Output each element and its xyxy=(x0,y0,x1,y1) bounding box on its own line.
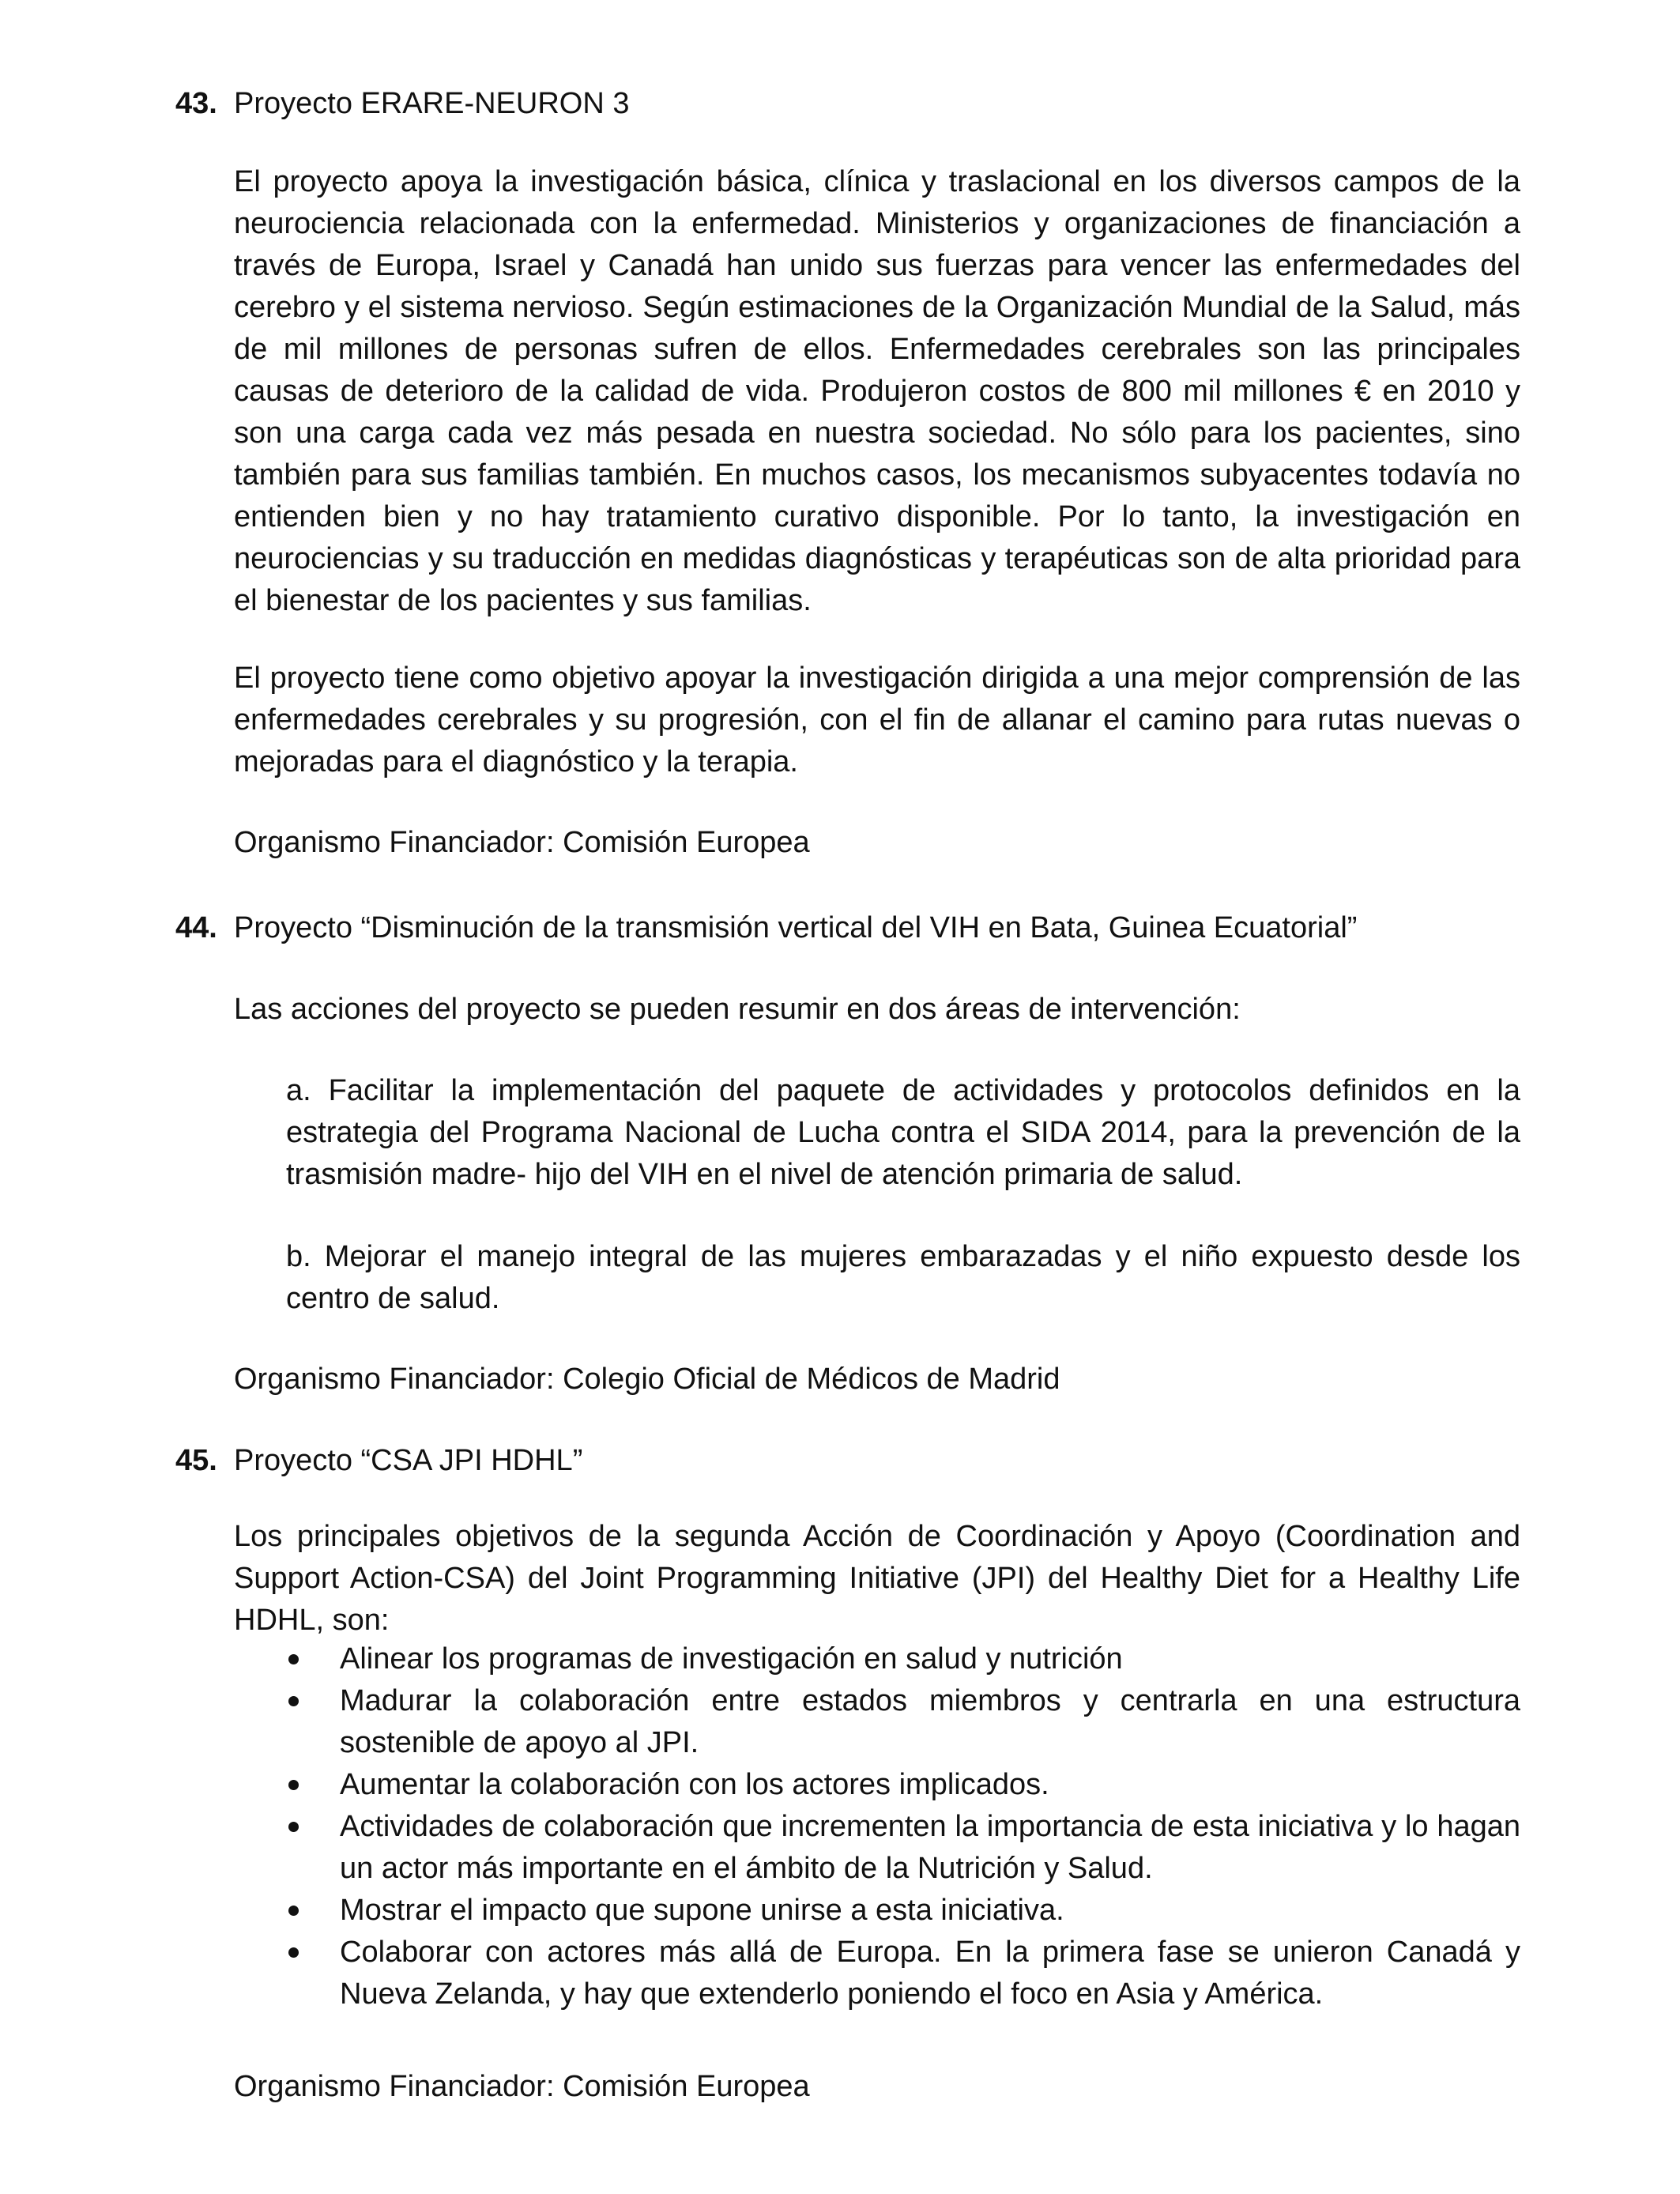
item-43-paragraph-1: El proyecto apoya la investigación básica, clínica y traslacional en los diversos campos de la neurociencia relacionada con la enfermedad. Ministerios y organizaciones de financiación a través de Europa, Israel y Canadá han unido sus fuerzas para vencer las enfermedades del cerebro y el sistema nervioso. Según estimaciones de la Organización Mundial de la Salud, más de mil millones de personas sufren de ellos. Enfermedades cerebrales son las principales causas de deterioro de la calidad de vida. Produjeron costos de 800 mil millones € en 2010 y son una carga cada vez más pesada en nuestra sociedad. No sólo para los pacientes, sino también para sus familias también. En muchos casos, los mecanismos subyacentes todavía no entienden bien y no hay tratamiento curativo disponible. Por lo tanto, la investigación en neurociencias y su traducción en medidas diagnósticas y terapéuticas son de alta prioridad para el bienestar de los pacientes y sus familias. xyxy=(234,165,1520,617)
item-44-funder: Organismo Financiador: Colegio Oficial de Médicos de Madrid xyxy=(234,1363,1060,1396)
bullet-icon xyxy=(288,1906,299,1916)
item-43-paragraph-2: El proyecto tiene como objetivo apoyar la investigación dirigida a una mejor comprensión de las enfermedades cerebrales y su progresión, con el fin de allanar el camino para rutas nuevas o mejoradas para el diagnóstico y la terapia. xyxy=(234,662,1520,778)
bullet-text: Mostrar el impacto que supone unirse a esta iniciativa. xyxy=(340,1894,1064,1927)
item-title-45: Proyecto “CSA JPI HDHL” xyxy=(234,1444,583,1477)
bullet-item xyxy=(286,1932,1520,2015)
bullet-item xyxy=(286,1680,1520,1764)
item-44-intro: Las acciones del proyecto se pueden resumir en dos áreas de intervención: xyxy=(234,993,1241,1026)
item-45-intro: Los principales objetivos de la segunda Acción de Coordinación y Apoyo (Coordination and Support Action-CSA) del Joint Programming Initiative (JPI) del Healthy Diet for a Healthy Life HDHL, son: xyxy=(234,1520,1520,1637)
bullet-text: Aumentar la colaboración con los actores implicados. xyxy=(340,1768,1049,1801)
item-44-subitem-a: a. Facilitar la implementación del paquete de actividades y protocolos definidos en la estrategia del Programa Nacional de Lucha contra el SIDA 2014, para la prevención de la trasmisión madre- hijo del VIH en el nivel de atención primaria de salud. xyxy=(286,1074,1520,1191)
bullet-item xyxy=(286,1638,1520,1680)
bullet-icon xyxy=(288,1654,299,1664)
item-45-funder: Organismo Financiador: Comisión Europea xyxy=(234,2070,810,2103)
bullet-text: Actividades de colaboración que incrementen la importancia de esta iniciativa y lo hagan un actor más importante en el ámbito de la Nutrición y Salud. xyxy=(340,1810,1520,1885)
item-title-43: Proyecto ERARE-NEURON 3 xyxy=(234,87,630,120)
bullet-text: Alinear los programas de investigación en salud y nutrición xyxy=(340,1642,1123,1676)
bullet-text: Madurar la colaboración entre estados miembros y centrarla en una estructura sostenible de apoyo al JPI. xyxy=(340,1684,1520,1759)
item-title-44: Proyecto “Disminución de la transmisión vertical del VIH en Bata, Guinea Ecuatorial” xyxy=(234,911,1358,944)
bullet-item xyxy=(286,1890,1520,1932)
item-44-subitem-b: b. Mejorar el manejo integral de las mujeres embarazadas y el niño expuesto desde los centro de salud. xyxy=(286,1240,1520,1315)
bullet-text: Colaborar con actores más allá de Europa. En la primera fase se unieron Canadá y Nueva Zelanda, y hay que extenderlo poniendo el foco en Asia y América. xyxy=(340,1936,1520,2011)
item-number-44: 44. xyxy=(175,911,217,944)
bullet-icon xyxy=(288,1780,299,1790)
bullet-icon xyxy=(288,1696,299,1706)
bullet-icon xyxy=(288,1822,299,1832)
item-number-45: 45. xyxy=(175,1444,217,1477)
item-45-bullet-list xyxy=(286,1638,1520,2015)
bullet-icon xyxy=(288,1947,299,1958)
bullet-item xyxy=(286,1806,1520,1890)
item-43-funder: Organismo Financiador: Comisión Europea xyxy=(234,826,810,859)
bullet-item xyxy=(286,1764,1520,1806)
item-number-43: 43. xyxy=(175,87,217,120)
